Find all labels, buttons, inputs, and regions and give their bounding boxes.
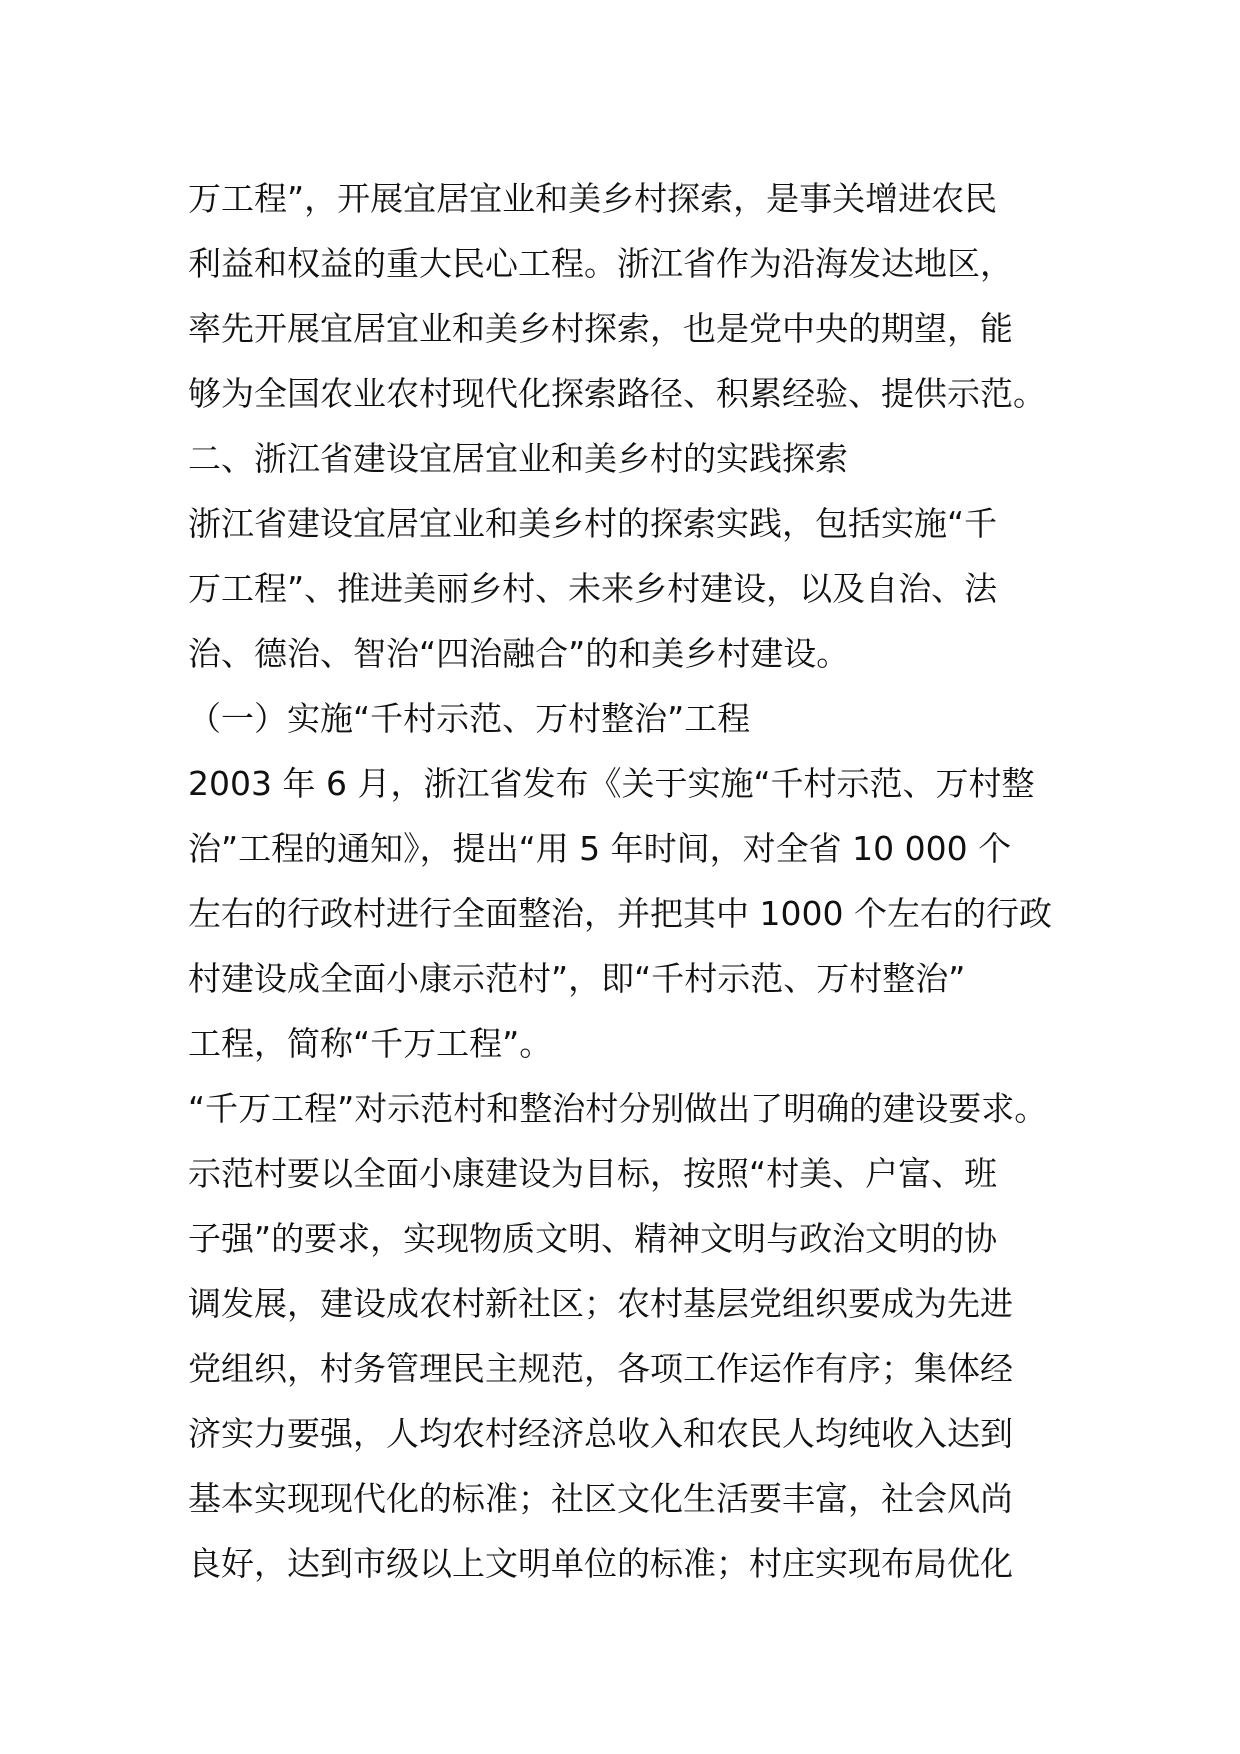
paragraph-line: 党组织，村务管理民主规范，各项工作运作有序；集体经 <box>188 1349 1013 1388</box>
paragraph-line: 调发展，建设成农村新社区；农村基层党组织要成为先进 <box>188 1284 1013 1323</box>
document-body <box>188 166 1068 1596</box>
paragraph-line: 万工程”、推进美丽乡村、未来乡村建设，以及自治、法 <box>188 569 998 608</box>
paragraph-line: 济实力要强，人均农村经济总收入和农民人均纯收入达到 <box>188 1414 1013 1453</box>
paragraph-line: 示范村要以全面小康建设为目标，按照“村美、户富、班 <box>188 1154 998 1193</box>
section-heading: 二、浙江省建设宜居宜业和美乡村的实践探索 <box>188 439 848 478</box>
paragraph-line: 工程，简称“千万工程”。 <box>188 1024 553 1063</box>
paragraph-line: 浙江省建设宜居宜业和美乡村的探索实践，包括实施“千 <box>188 504 998 543</box>
paragraph-line: 子强”的要求，实现物质文明、精神文明与政治文明的协 <box>188 1219 998 1258</box>
paragraph-line: 基本实现现代化的标准；社区文化生活要丰富，社会风尚 <box>188 1479 1013 1518</box>
paragraph-line: “千万工程”对示范村和整治村分别做出了明确的建设要求。 <box>188 1089 1048 1128</box>
paragraph-line: 治”工程的通知》，提出“用 5 年时间，对全省 10 000 个 <box>188 829 1012 868</box>
paragraph-line: 够为全国农业农村现代化探索路径、积累经验、提供示范。 <box>188 374 1046 413</box>
paragraph-line: 万工程”，开展宜居宜业和美乡村探索，是事关增进农民 <box>188 179 998 218</box>
paragraph-line: 2003 年 6 月，浙江省发布《关于实施“千村示范、万村整 <box>188 764 1035 803</box>
paragraph-line: 左右的行政村进行全面整治，并把其中 1000 个左右的行政 <box>188 894 1052 933</box>
paragraph-line: 利益和权益的重大民心工程。浙江省作为沿海发达地区， <box>188 244 1013 283</box>
paragraph-line: 良好，达到市级以上文明单位的标准；村庄实现布局优化 <box>188 1544 1013 1583</box>
paragraph-line: 村建设成全面小康示范村”，即“千村示范、万村整治” <box>188 959 966 998</box>
paragraph-line: 率先开展宜居宜业和美乡村探索，也是党中央的期望，能 <box>188 309 1013 348</box>
subsection-heading: （一）实施“千村示范、万村整治”工程 <box>188 699 751 738</box>
paragraph-line: 治、德治、智治“四治融合”的和美乡村建设。 <box>188 634 850 673</box>
